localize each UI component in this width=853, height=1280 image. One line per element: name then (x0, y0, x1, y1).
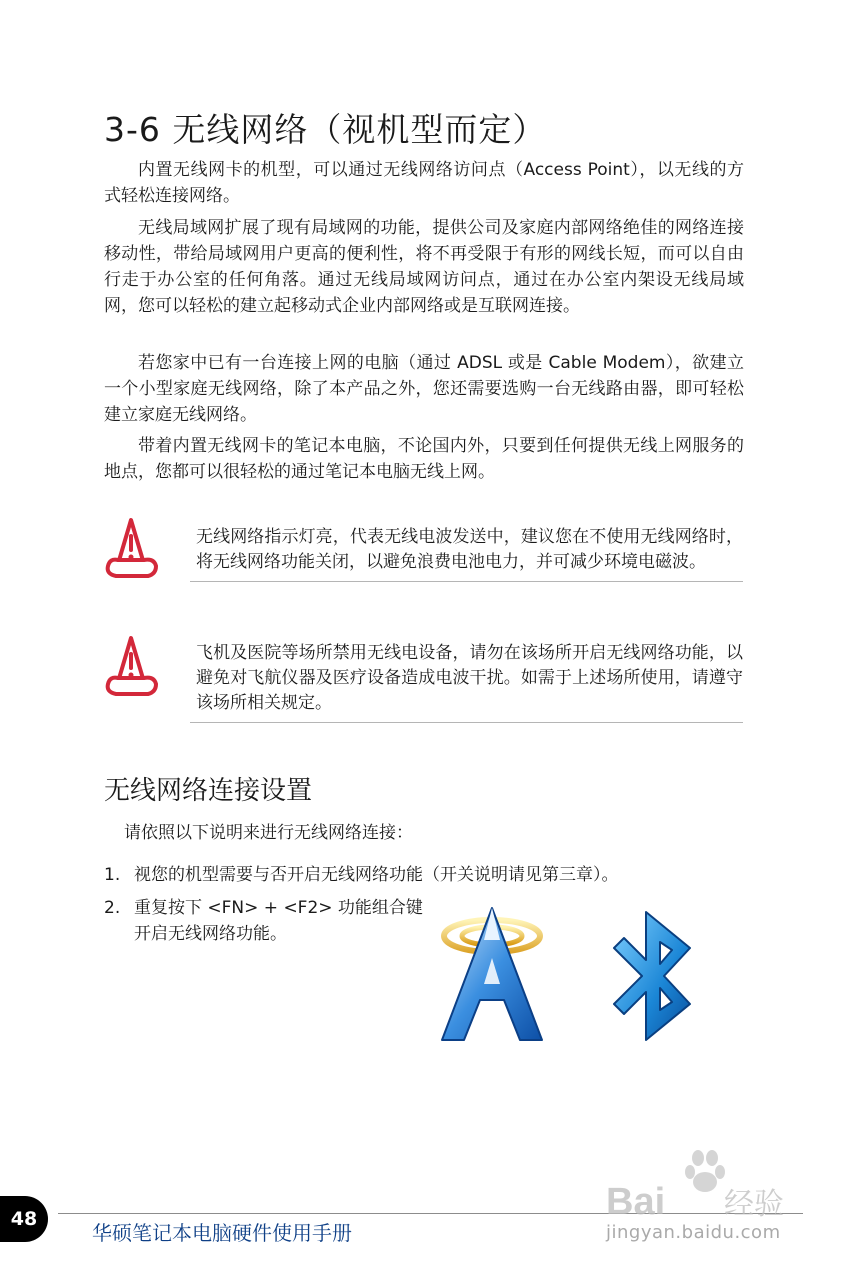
list-item (104, 862, 619, 888)
paragraph-home-network: 若您家中已有一台连接上网的电脑（通过 ADSL 或是 Cable Modem），欲建立一个小型家庭无线网络，除了本产品之外，您还需要选购一台无线路由器，即可轻松建立家庭无线网络。 (104, 353, 744, 425)
paragraph-travel: 带着内置无线网卡的笔记本电脑，不论国内外，只要到任何提供无线上网服务的地点，您都可以很轻松的通过笔记本电脑无线上网。 (104, 436, 744, 482)
paragraph-wlan-benefits: 无线局域网扩展了现有局域网的功能，提供公司及家庭内部网络绝佳的网络连接移动性，带给局域网用户更高的便利性，将不再受限于有形的网线长短，而可以自由行走于办公室的任何角落。通过无线局域网访问点，通过在办公室内架设无线局域网，您可以轻松的建立起移动式企业内部网络或是互联网连接。 (104, 218, 744, 316)
subsection-title: 无线网络连接设置 (104, 776, 313, 806)
manual-title: 华硕笔记本电脑硬件使用手册 (92, 1221, 352, 1245)
wireless-antenna-icon (430, 900, 560, 1050)
page-number-badge: 48 (0, 1196, 48, 1242)
step-number: 2. (104, 898, 121, 918)
step-text: 重复按下 <FN> + <F2> 功能组合键开启无线网络功能。 (134, 898, 423, 944)
paragraph-intro: 内置无线网卡的机型，可以通过无线网络访问点（Access Point），以无线的方式轻松连接网络。 (104, 160, 744, 206)
warning-cone-icon (104, 516, 160, 580)
warning-note-restricted-areas (190, 641, 743, 723)
warning-note-battery (190, 525, 743, 582)
subsection-lead: 请依照以下说明来进行无线网络连接： (124, 823, 413, 843)
list-item (104, 895, 434, 947)
step-text: 视您的机型需要与否开启无线网络功能（开关说明请见第三章）。 (134, 865, 619, 885)
bluetooth-icon (606, 906, 702, 1046)
svg-text:经验: 经验 (724, 1187, 784, 1222)
step-number: 1. (104, 865, 121, 885)
section-title: 3-6 无线网络（视机型而定） (104, 110, 547, 149)
svg-text:Bai: Bai (606, 1181, 666, 1222)
warning-text: 无线网络指示灯亮，代表无线电波发送中，建议您在不使用无线网络时，将无线网络功能关闭，以避免浪费电池电力，并可减少环境电磁波。 (196, 527, 743, 572)
warning-cone-icon (104, 634, 160, 698)
watermark-url: jingyan.baidu.com (606, 1222, 781, 1243)
warning-text: 飞机及医院等场所禁用无线电设备，请勿在该场所开启无线网络功能，以避免对飞航仪器及医疗设备造成电波干扰。如需于上述场所使用，请遵守该场所相关规定。 (196, 643, 743, 713)
